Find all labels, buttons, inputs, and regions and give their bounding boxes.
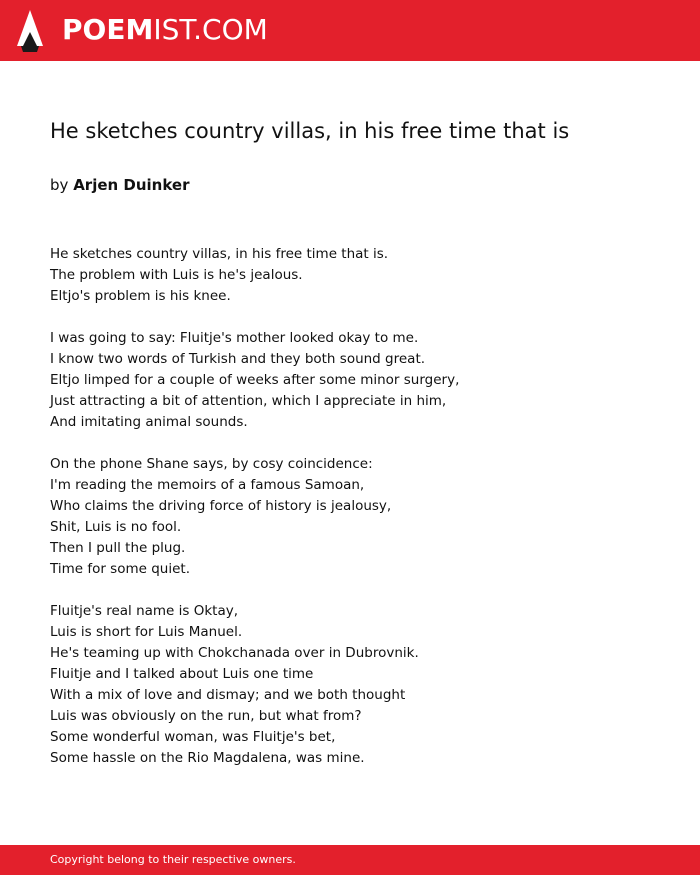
- stanza: [50, 244, 650, 307]
- poem-line: I was going to say: Fluitje's mother looked okay to me.: [50, 330, 419, 346]
- poem-line: I know two words of Turkish and they both sound great.: [50, 351, 426, 367]
- stanza: [50, 454, 650, 580]
- poem-line: With a mix of love and dismay; and we both thought: [50, 687, 406, 703]
- poem-line: Fluitje's real name is Oktay,: [50, 603, 239, 619]
- stanza: [50, 601, 650, 769]
- poem-line: Fluitje and I talked about Luis one time: [50, 666, 314, 682]
- poem-line: Luis was obviously on the run, but what from?: [50, 708, 362, 724]
- poem-line: He's teaming up with Chokchanada over in Dubrovnik.: [50, 645, 419, 661]
- poem-line: Eltjo limped for a couple of weeks after some minor surgery,: [50, 372, 460, 388]
- poem-line: I'm reading the memoirs of a famous Samoan,: [50, 477, 365, 493]
- poem-line: Then I pull the plug.: [50, 540, 186, 556]
- poem-body: [50, 244, 650, 790]
- poem-line: Shit, Luis is no fool.: [50, 519, 182, 535]
- brand-light: IST.COM: [153, 13, 268, 46]
- by-prefix: by: [50, 176, 69, 194]
- author-name: Arjen Duinker: [73, 176, 190, 194]
- site-header: [0, 0, 700, 61]
- pencil-icon[interactable]: [17, 10, 43, 52]
- poem-line: And imitating animal sounds.: [50, 414, 248, 430]
- poem-line: He sketches country villas, in his free time that is.: [50, 246, 389, 262]
- poem-line: The problem with Luis is he's jealous.: [50, 267, 303, 283]
- copyright-text: Copyright belong to their respective owners.: [50, 853, 296, 866]
- poem-line: Some hassle on the Rio Magdalena, was mine.: [50, 750, 365, 766]
- stanza: [50, 328, 650, 433]
- poem-line: Just attracting a bit of attention, which I appreciate in him,: [50, 393, 447, 409]
- poem-line: Time for some quiet.: [50, 561, 190, 577]
- poem-line: On the phone Shane says, by cosy coincidence:: [50, 456, 373, 472]
- poem-title: He sketches country villas, in his free time that is: [50, 119, 570, 143]
- site-footer: [0, 845, 700, 875]
- poem-line: Luis is short for Luis Manuel.: [50, 624, 243, 640]
- brand-bold: POEM: [62, 13, 154, 46]
- poem-line: Eltjo's problem is his knee.: [50, 288, 231, 304]
- poem-line: Some wonderful woman, was Fluitje's bet,: [50, 729, 336, 745]
- site-logo-text[interactable]: [62, 12, 268, 48]
- poem-line: Who claims the driving force of history is jealousy,: [50, 498, 392, 514]
- byline: [50, 175, 190, 195]
